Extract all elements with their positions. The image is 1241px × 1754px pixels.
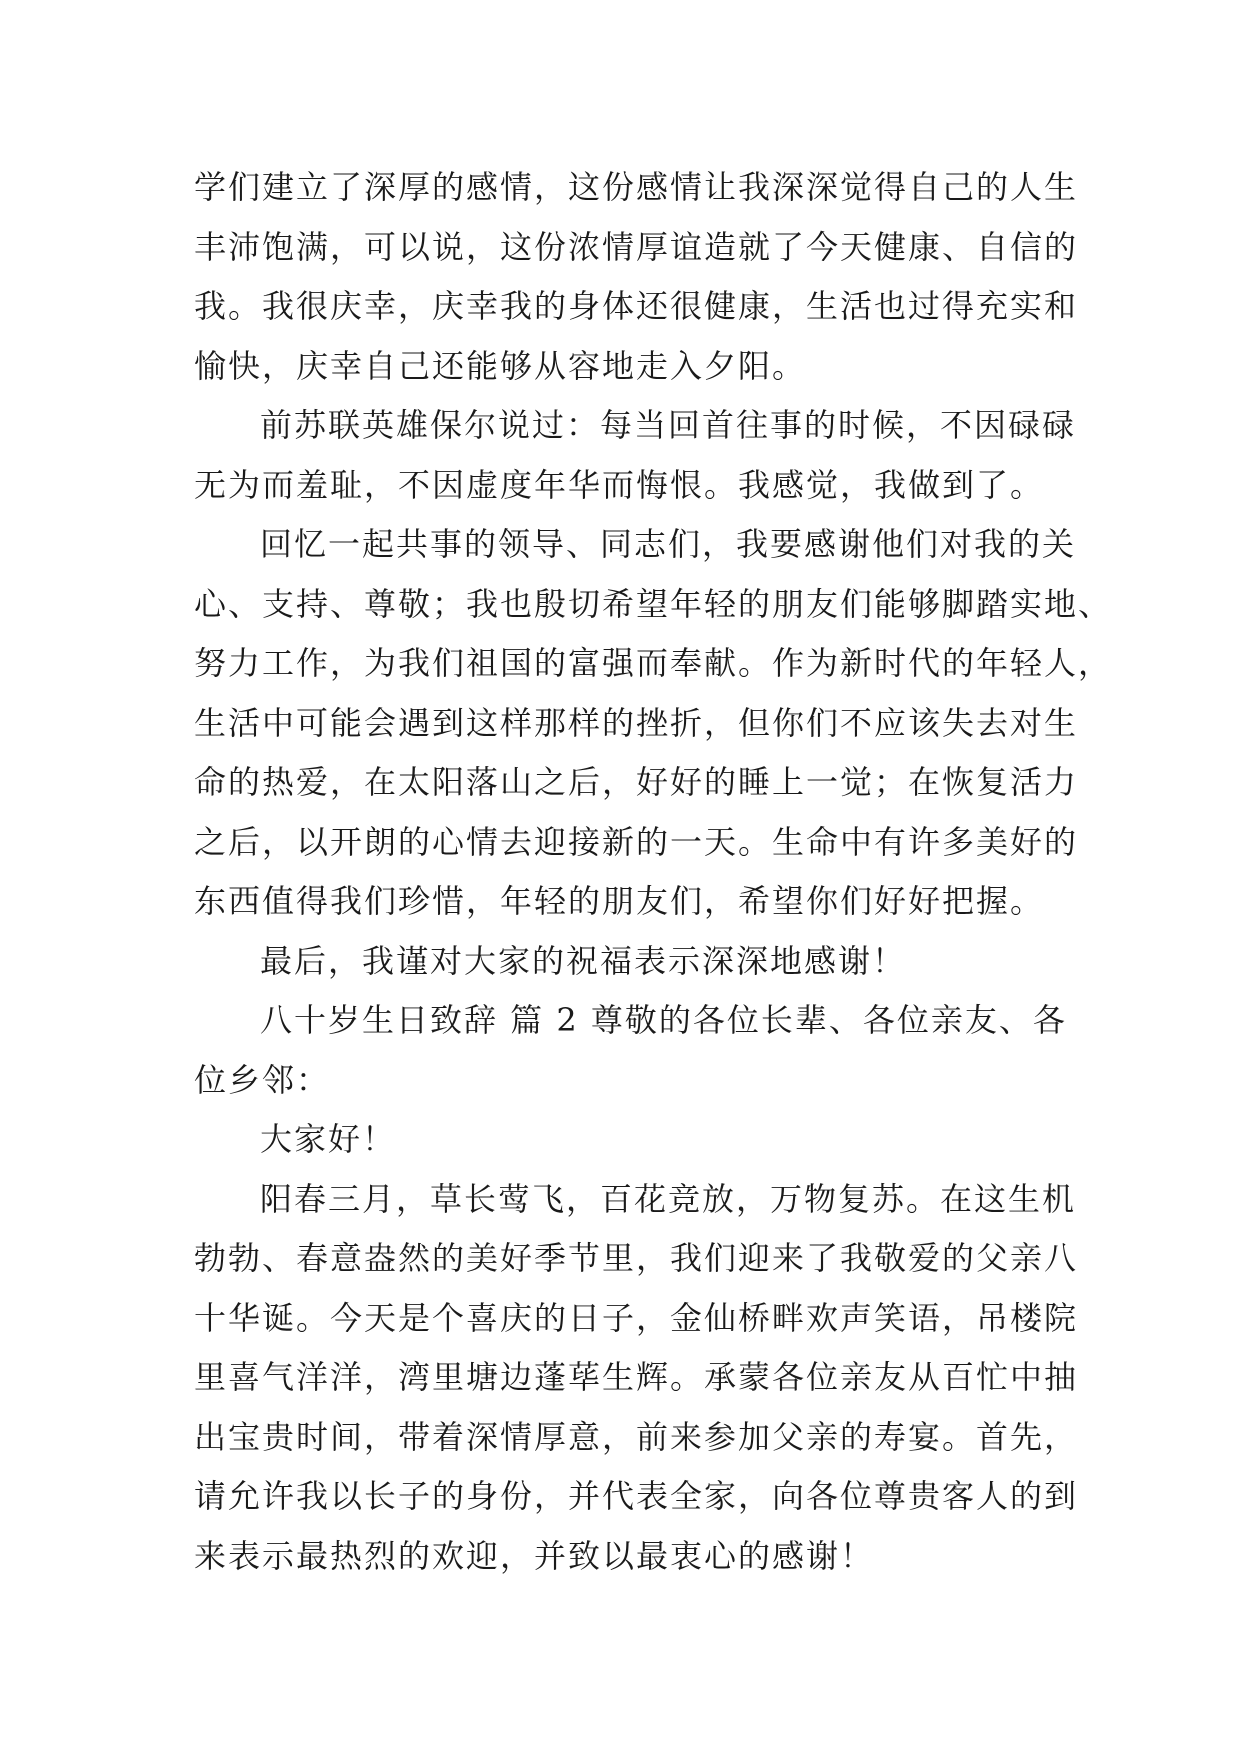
text-line: 东西值得我们珍惜，年轻的朋友们，希望你们好好把握。 <box>194 882 1045 920</box>
text-line: 位乡邻： <box>194 1060 331 1099</box>
text-line: 请允许我以长子的身份，并代表全家，向各位尊贵客人的到 <box>194 1477 1079 1515</box>
text-line: 最后，我谨对大家的祝福表示深深地感谢！ <box>260 941 907 980</box>
text-line: 来表示最热烈的欢迎，并致以最衷心的感谢！ <box>194 1536 875 1575</box>
text-line: 努力工作，为我们祖国的富强而奉献。作为新时代的年轻人， <box>194 644 1113 682</box>
text-line: 之后，以开朗的心情去迎接新的一天。生命中有许多美好的 <box>194 822 1079 861</box>
text-line: 生活中可能会遇到这样那样的挫折，但你们不应该失去对生 <box>194 703 1079 742</box>
text-line: 丰沛饱满，可以说，这份浓情厚谊造就了今天健康、自信的 <box>194 227 1079 266</box>
text-line: 学们建立了深厚的感情，这份感情让我深深觉得自己的人生 <box>194 168 1079 206</box>
text-line: 勃勃、春意盎然的美好季节里，我们迎来了我敬爱的父亲八 <box>194 1239 1079 1277</box>
text-line: 十华诞。今天是个喜庆的日子，金仙桥畔欢声笑语，吊楼院 <box>194 1298 1079 1337</box>
text-line: 大家好！ <box>260 1120 397 1158</box>
text-line: 里喜气洋洋，湾里塘边蓬荜生辉。承蒙各位亲友从百忙中抽 <box>194 1358 1079 1396</box>
text-line: 无为而羞耻，不因虚度年华而悔恨。我感觉，我做到了。 <box>194 465 1045 504</box>
text-line: 前苏联英雄保尔说过：每当回首往事的时候，不因碌碌 <box>260 406 1077 444</box>
body-text <box>194 158 1113 1586</box>
text-line: 命的热爱，在太阳落山之后，好好的睡上一觉；在恢复活力 <box>194 763 1079 801</box>
text-line: 阳春三月，草长莺飞，百花竞放，万物复苏。在这生机 <box>260 1179 1077 1218</box>
text-line: 我。我很庆幸，庆幸我的身体还很健康，生活也过得充实和 <box>194 287 1079 325</box>
text-line: 出宝贵时间，带着深情厚意，前来参加父亲的寿宴。首先， <box>194 1417 1079 1456</box>
text-line: 愉快，庆幸自己还能够从容地走入夕阳。 <box>194 346 807 385</box>
text-line: 回忆一起共事的领导、同志们，我要感谢他们对我的关 <box>260 525 1077 563</box>
text-line: 心、支持、尊敬；我也殷切希望年轻的朋友们能够脚踏实地、 <box>194 584 1113 623</box>
text-line: 八十岁生日致辞 篇 2 尊敬的各位长辈、各位亲友、各 <box>260 1001 1067 1039</box>
